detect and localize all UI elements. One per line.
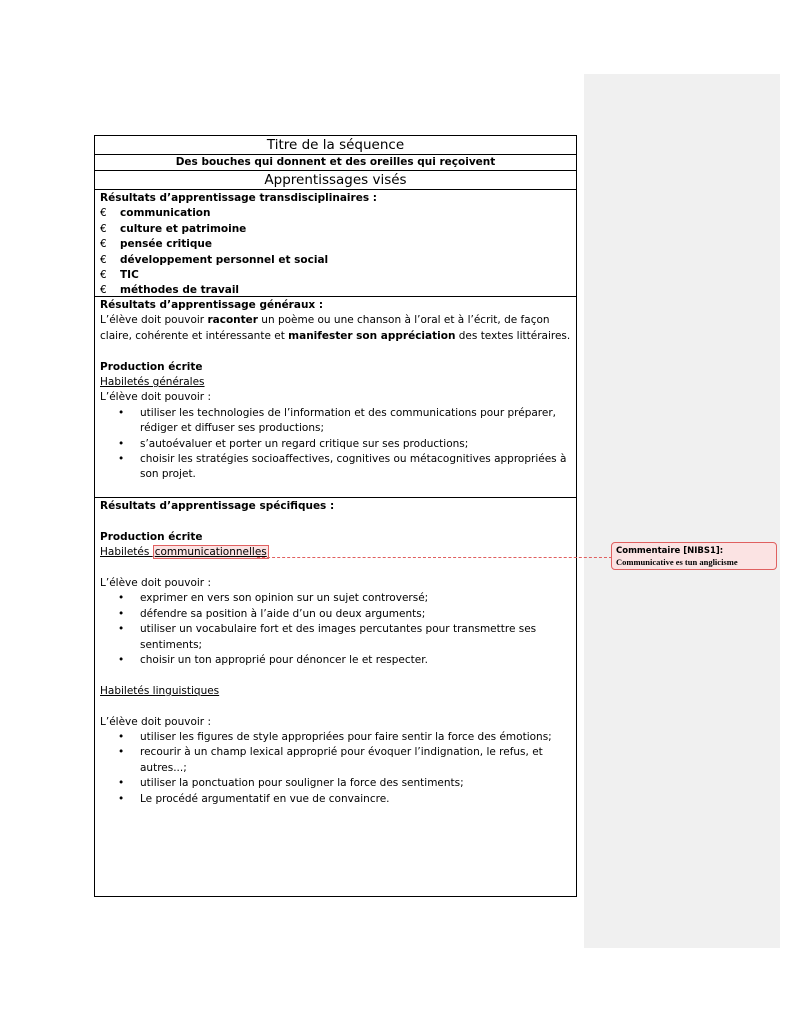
comment-text: Communicative es tun anglicisme (616, 557, 738, 567)
sequence-subtitle: Des bouches qui donnent et des oreilles qui reçoivent (95, 155, 576, 171)
list-item: • utiliser les figures de style appropriées pour faire sentir la force des émotions; (140, 730, 571, 745)
specific-cell (95, 498, 576, 807)
general-intro: L’élève doit pouvoir : (100, 391, 211, 404)
list-item: € communication (100, 206, 571, 221)
general-paragraph: L’élève doit pouvoir raconter un poème ou une chanson à l’oral et à l’écrit, de façon claire, cohérente et intéressante et manifester son appréciation des textes littéraires. (100, 314, 571, 342)
list-item: • recourir à un champ lexical approprié pour évoquer l’indignation, le refus, et autres...; (118, 746, 543, 774)
list-item: • s’autoévaluer et porter un regard critique sur ses productions; (140, 437, 571, 452)
bullet-icon: • (118, 453, 125, 466)
linguistic-skills-list (100, 730, 571, 807)
linguistic-skills-label: Habiletés linguistiques (100, 684, 220, 697)
bullet-icon: • (118, 592, 125, 605)
document-table (94, 135, 577, 897)
comment-connector (257, 557, 612, 558)
bullet-icon: • (118, 406, 125, 419)
list-item: • utiliser la ponctuation pour souligner la force des sentiments; (140, 776, 571, 791)
transdisciplinary-cell (95, 190, 576, 297)
specific-intro: L’élève doit pouvoir : (100, 715, 211, 728)
bullet-icon: • (118, 437, 125, 450)
bullet-icon: • (118, 623, 125, 636)
list-item: € développement personnel et social (100, 253, 571, 268)
production-label: Production écrite (100, 530, 203, 543)
euro-bullet-icon: € (100, 207, 107, 220)
bullet-icon: • (118, 777, 125, 790)
comment-balloon[interactable] (611, 542, 777, 570)
bullet-icon: • (118, 654, 125, 667)
general-heading: Résultats d’apprentissage généraux : (100, 299, 324, 311)
list-item: • Le procédé argumentatif en vue de convaincre. (140, 792, 571, 807)
euro-bullet-icon: € (100, 284, 107, 297)
list-item: • défendre sa position à l’aide d’un ou deux arguments; (140, 607, 571, 622)
euro-bullet-icon: € (100, 269, 107, 282)
list-item: • choisir un ton approprié pour dénoncer le et respecter. (140, 653, 571, 668)
transdisciplinary-heading: Résultats d’apprentissage transdisciplinaires : (100, 192, 377, 204)
specific-heading: Résultats d’apprentissage spécifiques : (100, 500, 335, 512)
comment-author: Commentaire [NIBS1]: (616, 546, 724, 556)
list-item: € méthodes de travail (100, 283, 571, 298)
comm-skills-label: Habiletés communicationnelles (100, 546, 267, 559)
list-item: € pensée critique (100, 237, 571, 252)
bullet-icon: • (118, 607, 125, 620)
bullet-icon: • (118, 792, 125, 805)
list-item: • utiliser un vocabulaire fort et des images percutantes pour transmettre ses sentiments; (118, 623, 537, 651)
list-item: € TIC (100, 268, 571, 283)
production-label: Production écrite (100, 360, 203, 373)
euro-bullet-icon: € (100, 238, 107, 251)
euro-bullet-icon: € (100, 253, 107, 266)
euro-bullet-icon: € (100, 222, 107, 235)
list-item: € culture et patrimoine (100, 222, 571, 237)
comment-pane (584, 74, 780, 948)
general-skills-label: Habiletés générales (100, 376, 205, 389)
list-item: • exprimer en vers son opinion sur un sujet controversé; (140, 591, 571, 606)
bullet-icon: • (118, 731, 125, 744)
sequence-title: Titre de la séquence (95, 136, 576, 155)
bullet-icon: • (118, 746, 125, 759)
section-heading: Apprentissages visés (95, 171, 576, 190)
general-cell (95, 297, 576, 498)
transdisciplinary-list (100, 206, 571, 298)
specific-intro: L’élève doit pouvoir : (100, 577, 211, 589)
general-skills-list (100, 406, 571, 483)
list-item: • utiliser les technologies de l’information et des communications pour préparer, rédiger et diffuser ses productions; (118, 406, 556, 435)
comment-anchor[interactable]: communicationnelles (154, 546, 267, 559)
comm-skills-list (100, 591, 571, 668)
list-item: • choisir les stratégies socioaffectives, cognitives ou métacognitives appropriées à son projet. (118, 453, 567, 481)
